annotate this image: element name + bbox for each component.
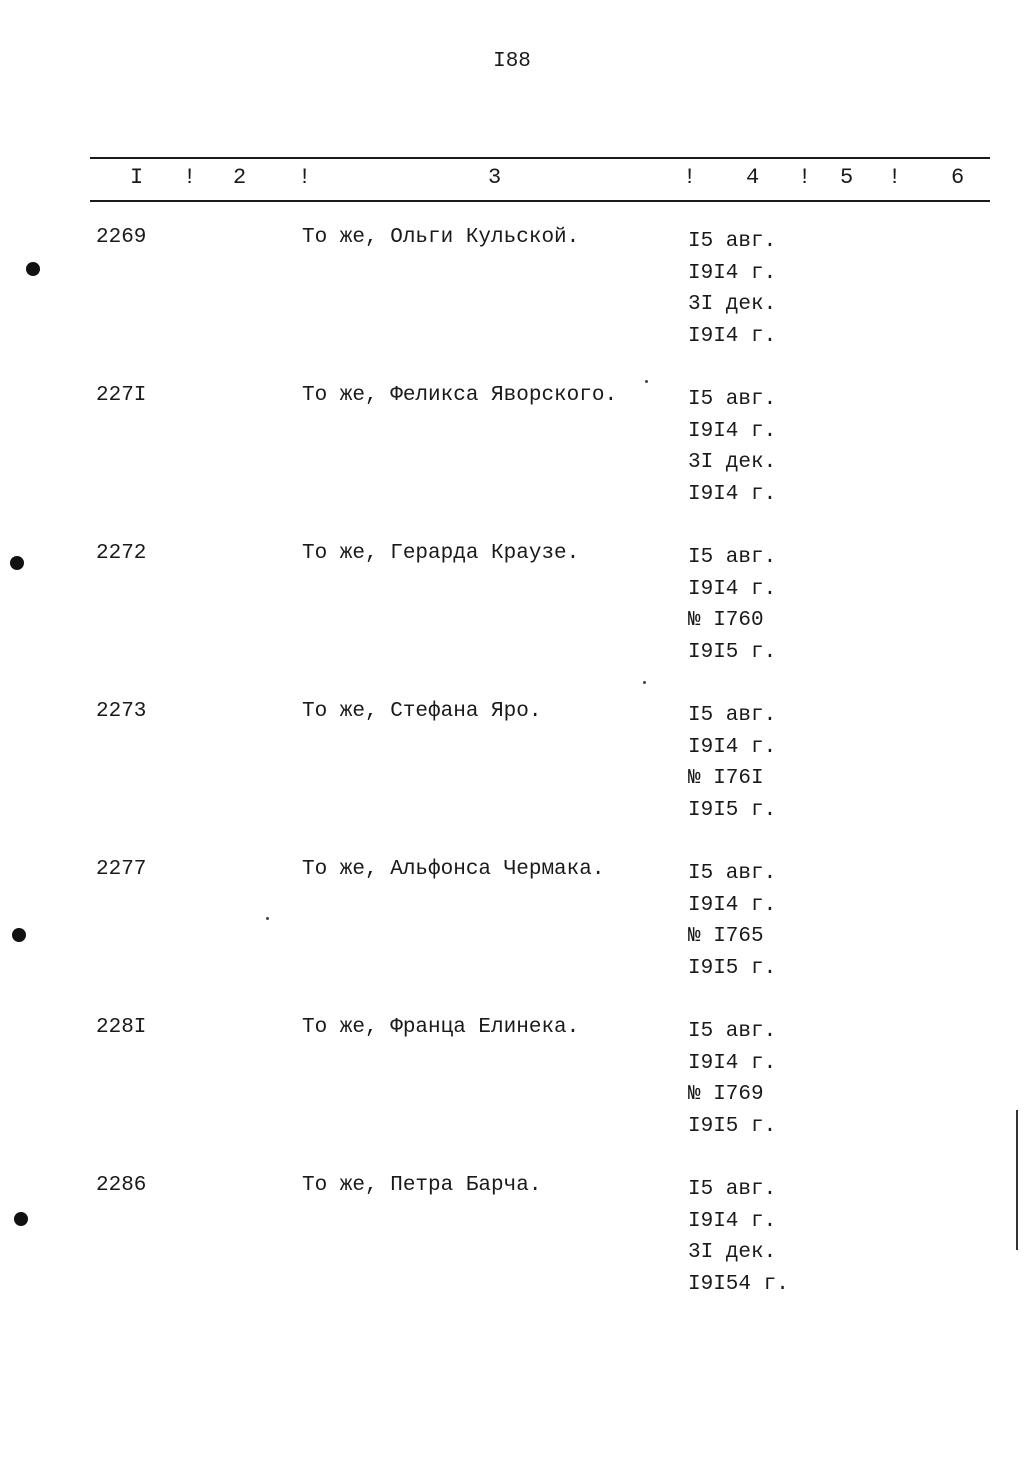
table-row [0,1174,1024,1324]
record-description: То же, Герарда Краузе. [302,542,580,565]
date-line: I9I4 г. [688,419,777,443]
punch-hole [10,556,24,570]
date-line: I9I4 г. [688,324,777,348]
punch-hole [26,262,40,276]
record-dates [688,1174,789,1300]
header-col-1: I [130,165,144,190]
date-line: I9I54 г. [688,1272,789,1296]
header-sep-5: ! [888,165,902,190]
date-line: I5 авг. [688,230,777,253]
speck [266,917,269,920]
record-dates [688,700,776,826]
page-edge-mark [1016,1110,1018,1250]
date-line: I5 авг. [688,388,777,411]
record-dates [688,858,776,984]
date-line: I9I4 г. [688,482,777,506]
date-line: № I76I [688,767,764,791]
date-line: I9I4 г. [688,735,777,759]
date-line: I9I5 г. [688,798,777,822]
table-row [0,384,1024,534]
page-number: I88 [493,50,531,73]
date-line: I9I4 г. [688,1051,777,1075]
table-row [0,226,1024,376]
header-sep-4: ! [798,165,812,190]
header-top-rule [90,157,990,159]
record-dates [688,384,776,510]
record-description: То же, Ольги Кульской. [302,226,580,249]
record-number: 2286 [96,1174,147,1197]
speck [645,380,648,383]
date-line: I5 авг. [688,862,777,885]
date-line: № I765 [688,925,764,949]
date-line: I9I5 г. [688,1114,777,1138]
date-line: 3I дек. [688,1241,777,1265]
date-line: I9I5 г. [688,956,777,980]
header-col-4: 4 [746,165,760,190]
header-col-2: 2 [233,165,247,190]
record-dates [688,542,776,668]
date-line: I9I4 г. [688,1209,777,1233]
date-line: № I760 [688,609,764,633]
date-line: № I769 [688,1083,764,1107]
table-row [0,700,1024,850]
record-description: То же, Альфонса Чермака. [302,858,605,881]
date-line: I9I4 г. [688,893,777,917]
date-line: 3I дек. [688,451,777,475]
date-line: I5 авг. [688,1178,777,1201]
header-sep-1: ! [183,165,197,190]
record-description: То же, Стефана Яро. [302,700,542,723]
date-line: I5 авг. [688,1020,777,1043]
record-number: 2269 [96,226,147,249]
record-description: То же, Феликса Яворского. [302,384,618,407]
punch-hole [14,1212,28,1226]
header-bottom-rule [90,200,990,202]
header-col-5: 5 [840,165,854,190]
date-line: 3I дек. [688,293,777,317]
date-line: I5 авг. [688,546,777,569]
date-line: I5 авг. [688,704,777,727]
date-line: I9I5 г. [688,640,777,664]
record-dates [688,1016,776,1142]
table-row [0,1016,1024,1166]
header-col-3: 3 [488,165,502,190]
date-line: I9I4 г. [688,261,777,285]
table-row [0,858,1024,1008]
record-number: 2272 [96,542,147,565]
date-line: I9I4 г. [688,577,777,601]
record-number: 2273 [96,700,147,723]
record-dates [688,226,776,352]
speck [643,681,646,684]
header-sep-2: ! [298,165,312,190]
record-number: 227I [96,384,147,407]
record-description: То же, Франца Елинека. [302,1016,580,1039]
punch-hole [12,928,26,942]
record-number: 2277 [96,858,147,881]
record-description: То же, Петра Барча. [302,1174,542,1197]
table-row [0,542,1024,692]
header-sep-3: ! [683,165,697,190]
record-number: 228I [96,1016,147,1039]
header-col-6: 6 [951,165,965,190]
